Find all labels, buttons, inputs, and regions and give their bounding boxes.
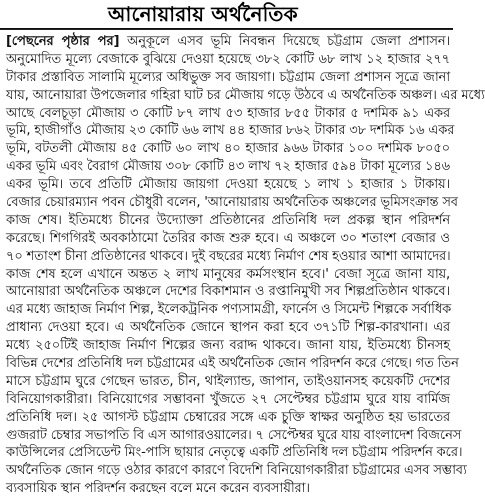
- article-line-16: এর মধ্যে জাহাজ নির্মাণ শিল্প, ইলেকট্রনিক পণ্যসামগ্রী, ফার্নেস ও সিমেন্ট শিল্পকে সর্বাধিক: [6, 302, 452, 318]
- article-line-17: প্রাধান্য দেওয়া হবে। এ অর্থনৈতিক জোনে স্থাপন করা হবে ৩৭১টি শিল্প-কারখানা। এর: [6, 320, 450, 336]
- article-line-4: যায়, আনোয়ারা উপজেলার গহিরা ঘাট চর মৌজায় গড়ে উঠবে এ অর্থনৈতিক অঞ্চল। এর মধ্যে: [6, 87, 485, 103]
- article-line-13: ৭০ শতাংশ চীনা প্রতিষ্ঠানের থাকবে। দুই বছরের মধ্যে নির্মাণ শেষ হওয়ার আশা আমাদের।: [6, 248, 451, 264]
- article-line-15: আনোয়ারা অর্থনৈতিক অঞ্চলে দেশের বিকাশমান ও রপ্তানিমুখী সব শিল্পপ্রতিষ্ঠান থাকবে।: [6, 284, 450, 300]
- article-line-10: বেজার চেয়ারম্যান পবন চৌধুরী বলেন, 'আনোয়ারায় অর্থনৈতিক অঞ্চলের ভূমিসংক্রান্ত সব: [6, 195, 458, 211]
- article-line-24: কাউন্সিলের প্রেসিডেন্ট মিং-পাসি ছায়ার নেতৃত্বে একটি প্রতিনিধি দল চট্টগ্রাম পরিদর্শন করে।: [6, 445, 463, 461]
- article-line-3: টাকার প্রস্তাবিত সালামি মূল্যের অধিভুক্ত সব জায়গা। চট্টগ্রাম জেলা প্রশাসন সূত্রে জানা: [6, 69, 450, 85]
- article-line-21: বিনিয়োগকারীরা। বিনিয়োগের সম্ভাবনা খুঁজতে ২৭ সেপ্টেম্বর চট্টগ্রাম ঘুরে যায় বার্মিজ: [6, 391, 450, 407]
- article-line-18: মধ্যে ২৫০টিই জাহাজ নির্মাণ শিল্পের জন্য বরাদ্দ থাকবে। জানা যায়, ইতিমধ্যে চীনসহ: [6, 338, 450, 354]
- article-line-25: অর্থনৈতিক জোন গড়ে ওঠার কারণে কারণে বিদেশি বিনিয়োগকারীরা চট্টগ্রামের এসব সম্ভাব্য: [6, 463, 467, 479]
- article-line-5: আছে বেলচূড়া মৌজায় ৩ কোটি ৮৭ লাখ ৫৩ হাজার ৮৫৫ টাকার ৫ দশমিক ৯১ একর: [6, 105, 450, 121]
- article-line-19: বিভিন্ন দেশের প্রতিনিধি দল চট্টগ্রামের এই অর্থনৈতিক জোন পরিদর্শন করে গেছে। গত তিন: [6, 356, 459, 372]
- article-line-6: ভূমি, হাজীগাঁও মৌজায় ২৩ কোটি ৬৬ লাখ ৪৪ হাজার ৮৬২ টাকার ৩৮ দশমিক ১৬ একর: [6, 123, 455, 139]
- continued-marker: [পেছনের পৃষ্ঠার পর]: [6, 34, 120, 49]
- article-line-7: ভূমি, বটতলী মৌজায় ৪৫ কোটি ৬০ লাখ ৪০ হাজার ৯৬৬ টাকার ১০০ দশমিক ৮০৫০: [6, 141, 450, 157]
- article-line-12: করেছে। শিগগিরই অবকাঠামো তৈরির কাজ শুরু হবে। এ অঞ্চলে ৩০ শতাংশ বেজার ও: [6, 230, 450, 246]
- article-line-20: মাসে চট্টগ্রাম ঘুরে গেছেন ভারত, চীন, থাইল্যান্ড, জাপান, তাইওয়ানসহ কয়েকটি দেশের: [6, 373, 450, 389]
- article-line-1: [6, 33, 450, 51]
- article-line-2: অনুমোদিত মূল্যে বেজাকে বুঝিয়ে দেওয়া হয়েছে ৩৮২ কোটি ৬৮ লাখ ১২ হাজার ২৭৭: [6, 51, 450, 67]
- headline-divider: [0, 29, 453, 30]
- article-body: [6, 33, 485, 497]
- headline: আনোয়ারায় অর্থনৈতিক: [108, 2, 298, 26]
- article-line-14: কাজ শেষ হলে এখানে অন্তত ২ লাখ মানুষের কর্মসংস্থান হবে।' বেজা সূত্রে জানা যায়,: [6, 266, 450, 282]
- article-line-1-text: অনুকূলে এসব ভূমি নিবন্ধন দিয়েছে চট্টগ্রাম জেলা প্রশাসন।: [119, 34, 450, 49]
- article-line-26: ব্যবসায়িক স্থান পরিদর্শন করছেন বলে মনে করেন ব্যবসায়ীরা।: [6, 481, 310, 497]
- article-line-11: কাজ শেষ। ইতিমধ্যে চীনের উদ্যোক্তা প্রতিষ্ঠানের প্রতিনিধি দল প্রকল্প স্থান পরিদর্শন: [6, 212, 450, 228]
- headline-bar: [0, 0, 453, 30]
- article-line-23: গুজরাট চেম্বার সভাপতি বি এস আগারওয়ালের। ৭ সেপ্টেম্বর ঘুরে যায় বাংলাদেশ বিজনেস: [6, 427, 462, 443]
- article-line-9: একর ভূমি। তবে প্রতিটি মৌজায় জায়গা দেওয়া হয়েছে ১ লাখ ১ হাজার ১ টাকায়।: [6, 177, 450, 193]
- article-line-22: প্রতিনিধি দল। ২৫ আগস্ট চট্টগ্রাম চেম্বারের সঙ্গে এক চুক্তি স্বাক্ষর অনুষ্ঠিত হয় ভারতের: [6, 409, 450, 425]
- article-line-8: একর ভূমি এবং বৈরাগ মৌজায় ৩০৮ কোটি ৪৩ লাখ ৭২ হাজার ৫৯৪ টাকা মূল্যের ১৪৬: [6, 159, 450, 175]
